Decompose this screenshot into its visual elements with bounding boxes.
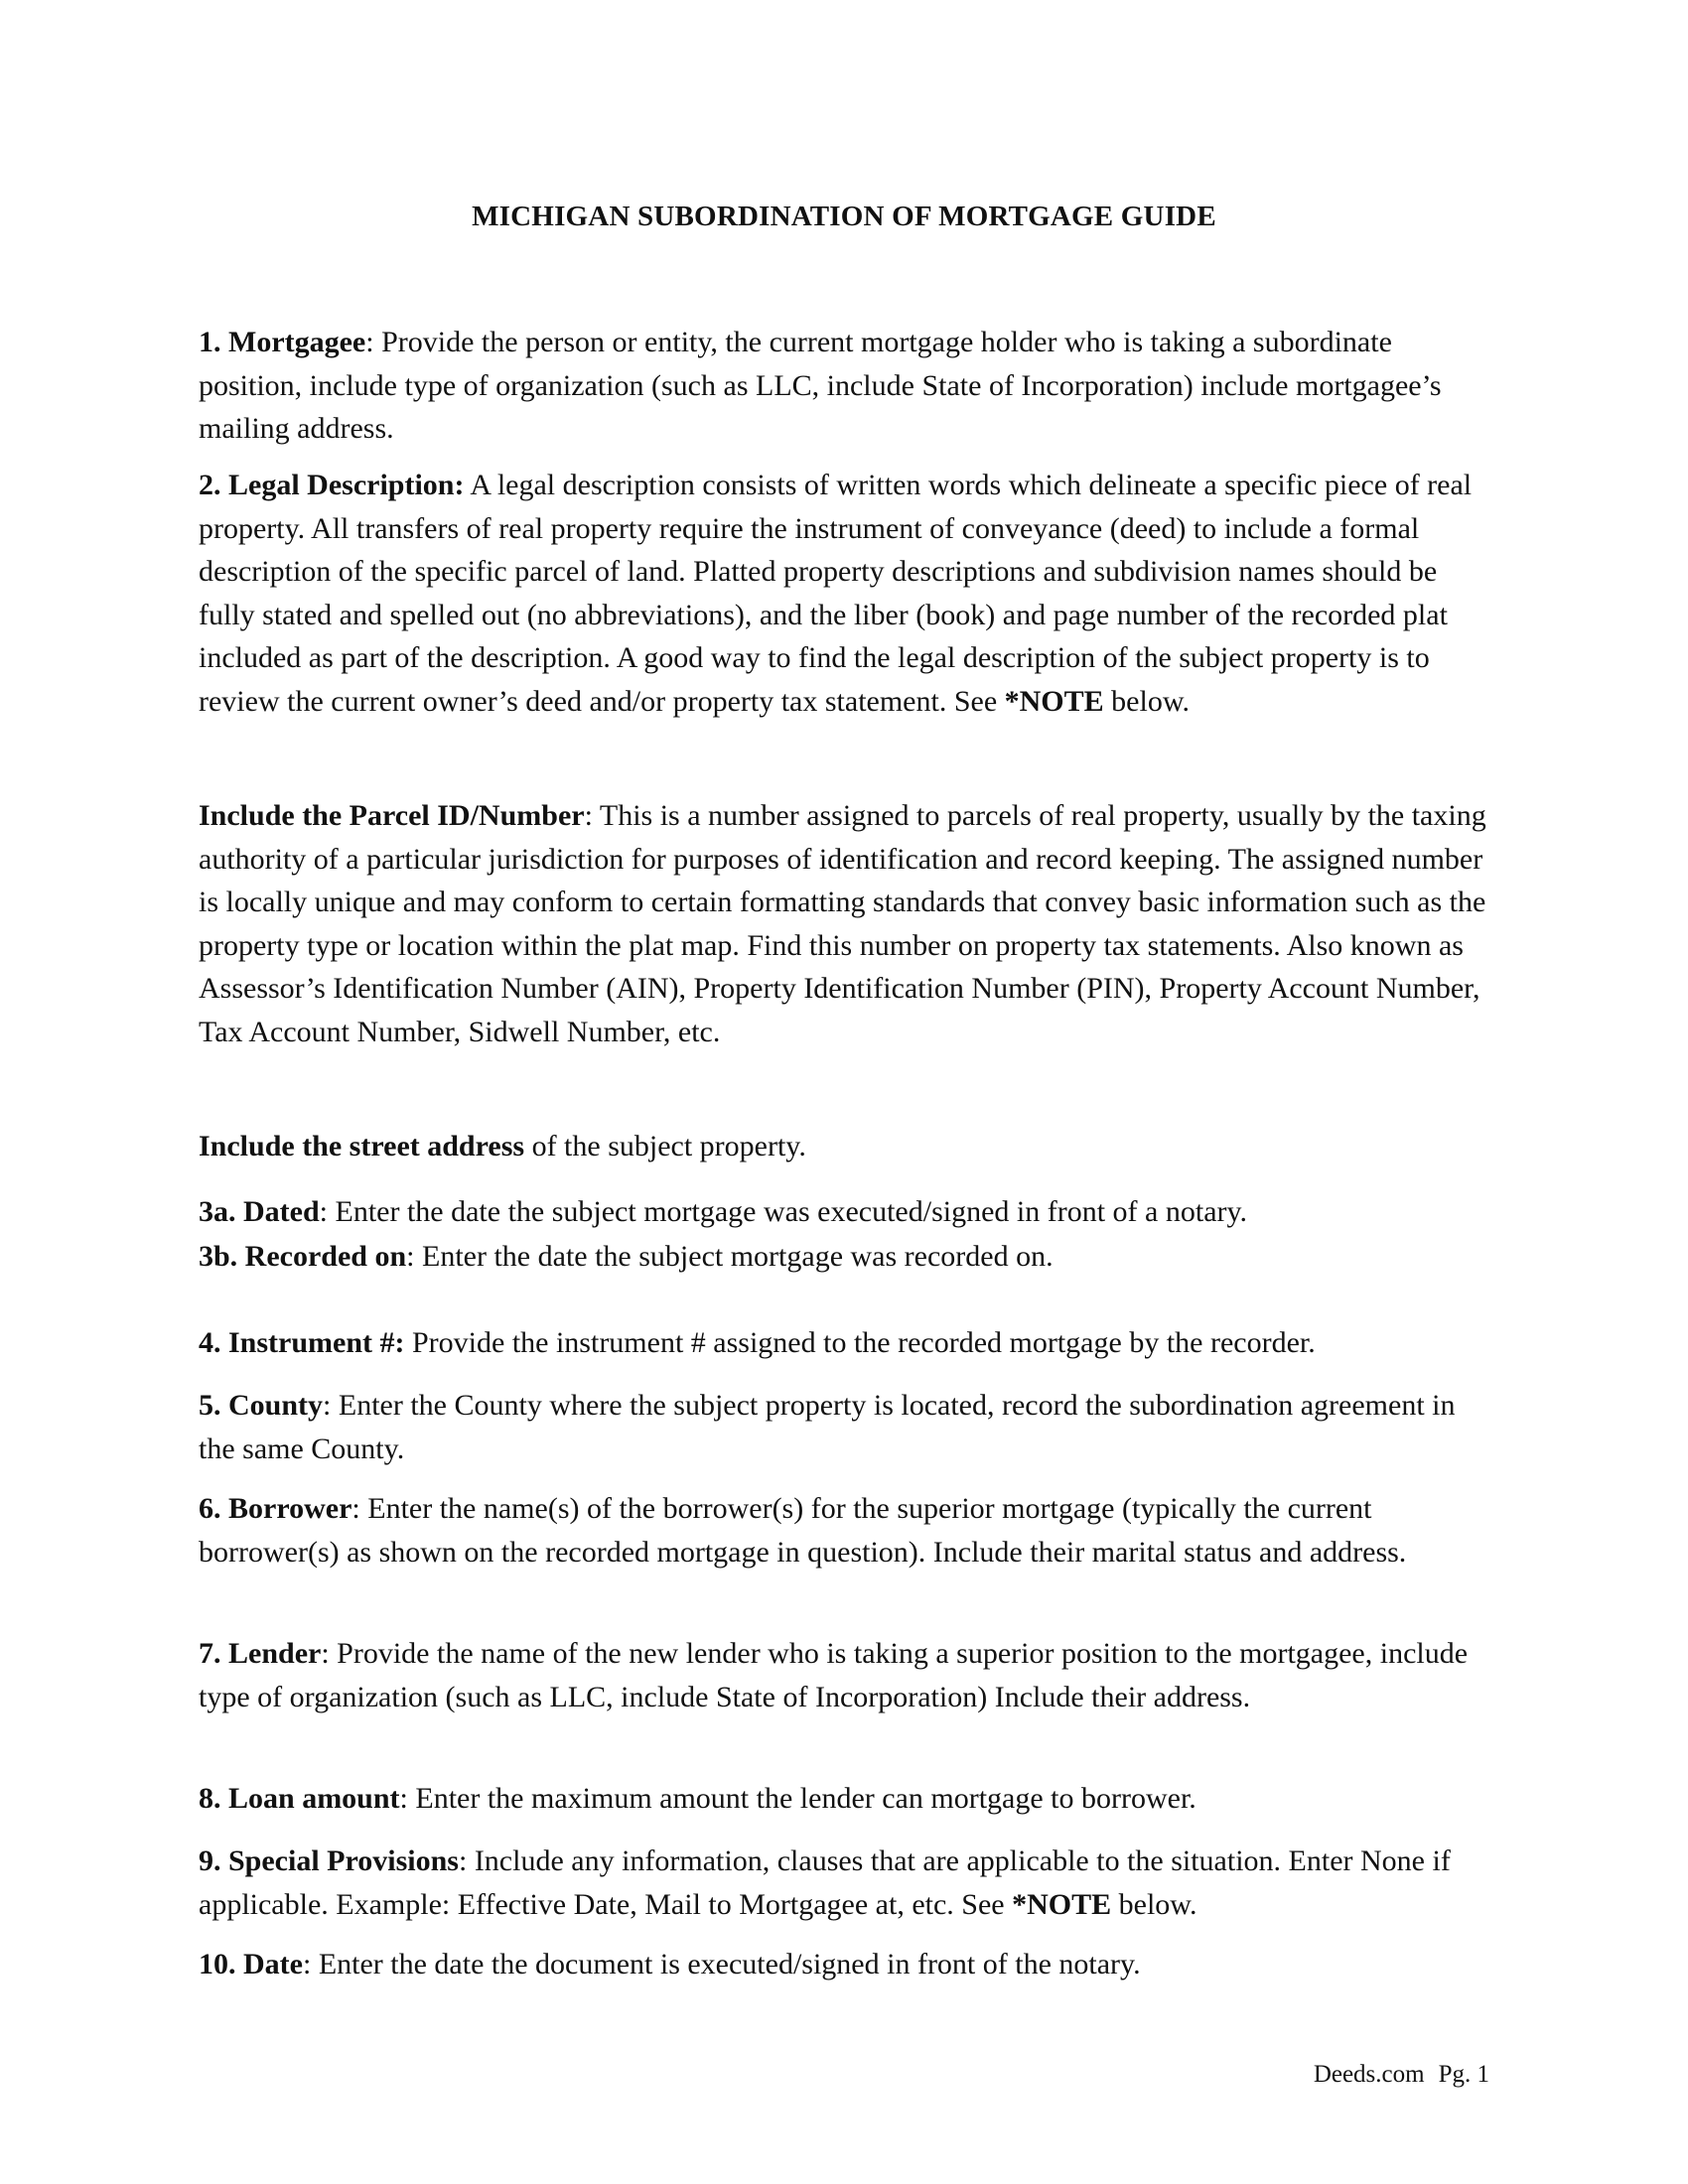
item-street-address xyxy=(199,1125,1489,1168)
item-date xyxy=(199,1943,1489,1986)
item-label: Include the Parcel ID/Number xyxy=(199,799,585,832)
page-number: Pg. 1 xyxy=(1438,2061,1489,2088)
item-text: Provide the instrument # assigned to the recorded mortgage by the recorder. xyxy=(404,1326,1316,1359)
item-county xyxy=(199,1384,1489,1470)
item-text: : Enter the date the document is executed/signed in front of the notary. xyxy=(302,1948,1141,1980)
item-parcel-id xyxy=(199,794,1489,1053)
item-label: 1. Mortgagee xyxy=(199,326,366,358)
note-reference: *NOTE xyxy=(1012,1887,1112,1921)
item-text: of the subject property. xyxy=(524,1130,806,1162)
document-page xyxy=(199,0,1489,2184)
item-text-tail: below. xyxy=(1103,684,1191,718)
item-label: 9. Special Provisions xyxy=(199,1844,459,1877)
item-text: : Enter the date the subject mortgage was executed/signed in front of a notary. xyxy=(319,1195,1248,1228)
item-text: A legal description consists of written words which delineate a specific piece of real property. All transfers of real property require the instrument of conveyance (deed) to include a formal description of the specific parcel of land. Platted property descriptions and subdivision names should be fully stated and spelled out (no abbreviations), and the liber (book) and page number of the recorded plat included as part of the description. A good way to find the legal description of the subject property is to review the current owner’s deed and/or property tax statement. See xyxy=(199,469,1473,718)
item-text: : Enter the date the subject mortgage was recorded on. xyxy=(406,1240,1054,1273)
item-dated xyxy=(199,1190,1489,1234)
item-text: : Enter the County where the subject property is located, record the subordination agreement in the same County. xyxy=(199,1389,1456,1465)
item-label: 4. Instrument #: xyxy=(199,1326,405,1359)
item-label: 6. Borrower xyxy=(199,1492,352,1525)
item-legal-description xyxy=(199,464,1489,723)
item-instrument xyxy=(199,1321,1489,1365)
item-label: 3a. Dated xyxy=(199,1195,320,1228)
page-title: MICHIGAN SUBORDINATION OF MORTGAGE GUIDE xyxy=(472,201,1216,232)
item-text-tail: below. xyxy=(1111,1887,1197,1921)
item-label: 2. Legal Description: xyxy=(199,469,465,501)
item-borrower xyxy=(199,1487,1489,1573)
page-footer xyxy=(1314,2060,1489,2090)
item-text: : Include any information, clauses that are applicable to the situation. Enter None if applicable. Example: Effective Date, Mail to Mortgagee at, etc. See xyxy=(199,1844,1451,1921)
item-label: 8. Loan amount xyxy=(199,1782,400,1815)
item-label: Include the street address xyxy=(199,1130,525,1162)
item-text: : Enter the maximum amount the lender can mortgage to borrower. xyxy=(399,1782,1196,1815)
item-text: : Enter the name(s) of the borrower(s) for the superior mortgage (typically the current borrower(s) as shown on the recorded mortgage in question). Include their marital status and address. xyxy=(199,1492,1407,1569)
item-text: : Provide the name of the new lender who is taking a superior position to the mortgagee, include type of organization (such as LLC, include State of Incorporation) Include their address. xyxy=(199,1637,1469,1713)
item-loan-amount xyxy=(199,1777,1489,1821)
item-text: : Provide the person or entity, the current mortgage holder who is taking a subordinate position, include type of organization (such as LLC, include State of Incorporation) include mortgagee’s mailing address. xyxy=(199,326,1442,445)
item-text: : This is a number assigned to parcels of real property, usually by the taxing authority of a particular jurisdiction for purposes of identification and record keeping. The assigned number is locally unique and may conform to certain formatting standards that convey basic information such as the property type or location within the plat map. Find this number on property tax statements. Also known as Assessor’s Identification Number (AIN), Property Identification Number (PIN), Property Account Number, Tax Account Number, Sidwell Number, etc. xyxy=(199,799,1486,1048)
item-label: 3b. Recorded on xyxy=(199,1240,407,1273)
item-recorded-on xyxy=(199,1235,1489,1279)
note-reference: *NOTE xyxy=(1004,684,1104,718)
item-special-provisions xyxy=(199,1840,1489,1926)
item-lender xyxy=(199,1632,1489,1718)
item-mortgagee xyxy=(199,321,1489,451)
footer-site: Deeds.com xyxy=(1313,2061,1425,2088)
item-label: 7. Lender xyxy=(199,1637,322,1670)
item-label: 10. Date xyxy=(199,1948,303,1980)
item-label: 5. County xyxy=(199,1389,324,1422)
